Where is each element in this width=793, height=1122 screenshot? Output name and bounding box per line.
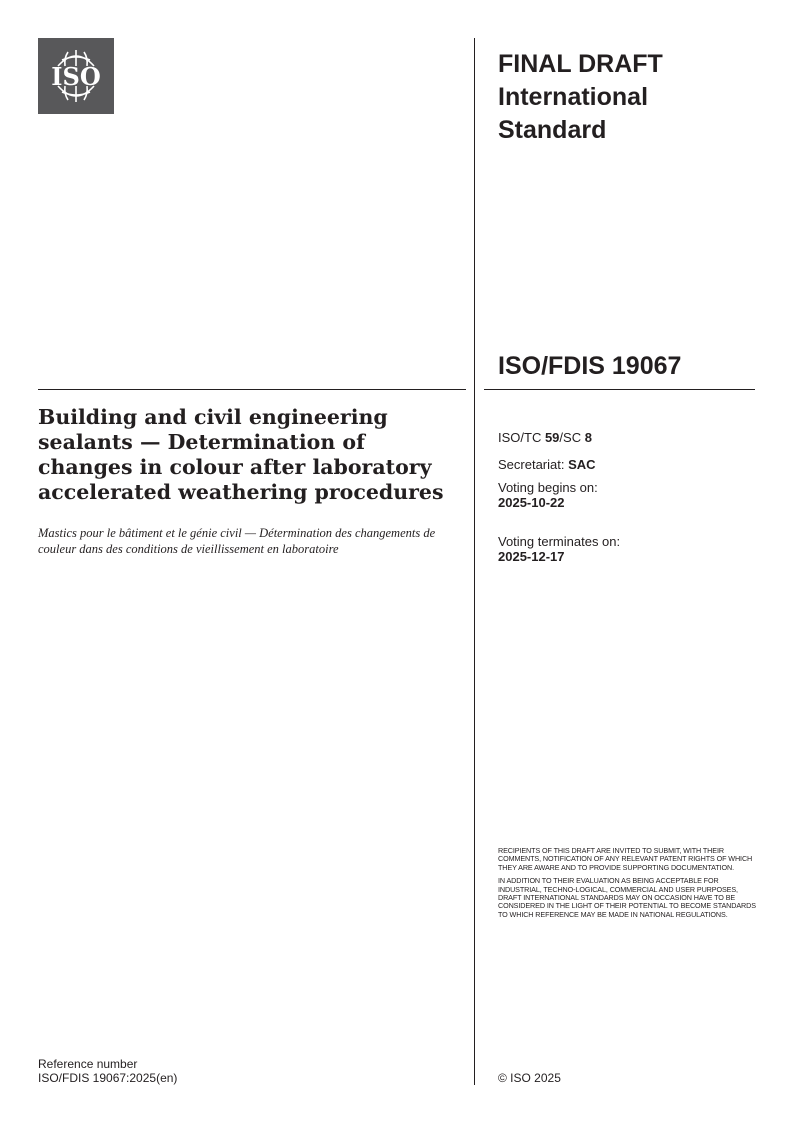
voting-terminates-label: Voting terminates on: [498, 534, 621, 549]
left-horizontal-divider [38, 389, 466, 390]
document-number: ISO/FDIS 19067 [498, 352, 682, 380]
tc-number: 59 [544, 430, 560, 445]
tc-prefix: ISO/TC [498, 430, 545, 445]
right-horizontal-divider [484, 389, 755, 390]
secretariat-value: SAC [568, 457, 596, 472]
stage-line-2: International [498, 83, 649, 111]
stage-line-1: FINAL DRAFT [498, 50, 663, 78]
secretariat-label: Secretariat: [498, 457, 569, 472]
reference-label: Reference number [38, 1057, 138, 1071]
stage-line-3: Standard [498, 116, 607, 144]
svg-text:ISO: ISO [51, 62, 101, 91]
sc-prefix: /SC [559, 430, 585, 445]
notice-paragraph-2: IN ADDITION TO THEIR EVALUATION AS BEING ACCEPTABLE FOR INDUSTRIAL, TECHNO-LOGICAL, COMMERCIAL AND USER PURPOSES, DRAFT INTERNATIONAL STANDARDS MAY ON OCCASION HAVE TO BE CONSIDERED IN THE LIGHT OF THEIR POTENTIAL TO BECOME STANDARDS TO WHICH REFERENCE MAY BE MADE IN NATIONAL REGULATIONS. [498, 876, 756, 919]
voting-terminates-date: 2025-12-17 [498, 549, 565, 564]
sc-number: 8 [584, 430, 592, 445]
voting-begins-label: Voting begins on: [498, 480, 598, 495]
voting-terminates [498, 534, 620, 564]
draft-notice [498, 847, 758, 924]
iso-logo [38, 38, 114, 114]
english-title: Building and civil engineering sealants — Determination of changes in colour after laboratory accelerated weathering procedures [38, 405, 444, 504]
french-title: Mastics pour le bâtiment et le génie civil — Détermination des changements de couleur dans des conditions de vieillissement en laboratoire [38, 526, 436, 556]
reference-number [38, 1057, 177, 1085]
reference-value: ISO/FDIS 19067:2025(en) [38, 1071, 178, 1085]
secretariat [498, 457, 596, 472]
voting-begins [498, 480, 598, 510]
document-stage-heading [498, 48, 663, 147]
copyright: © ISO 2025 [498, 1071, 561, 1085]
committee [498, 430, 592, 445]
voting-begins-date: 2025-10-22 [498, 495, 565, 510]
vertical-divider [474, 38, 475, 1085]
notice-paragraph-1: RECIPIENTS OF THIS DRAFT ARE INVITED TO SUBMIT, WITH THEIR COMMENTS, NOTIFICATION OF ANY RELEVANT PATENT RIGHTS OF WHICH THEY ARE AWARE AND TO PROVIDE SUPPORTING DOCUMENTATION. [498, 846, 753, 872]
